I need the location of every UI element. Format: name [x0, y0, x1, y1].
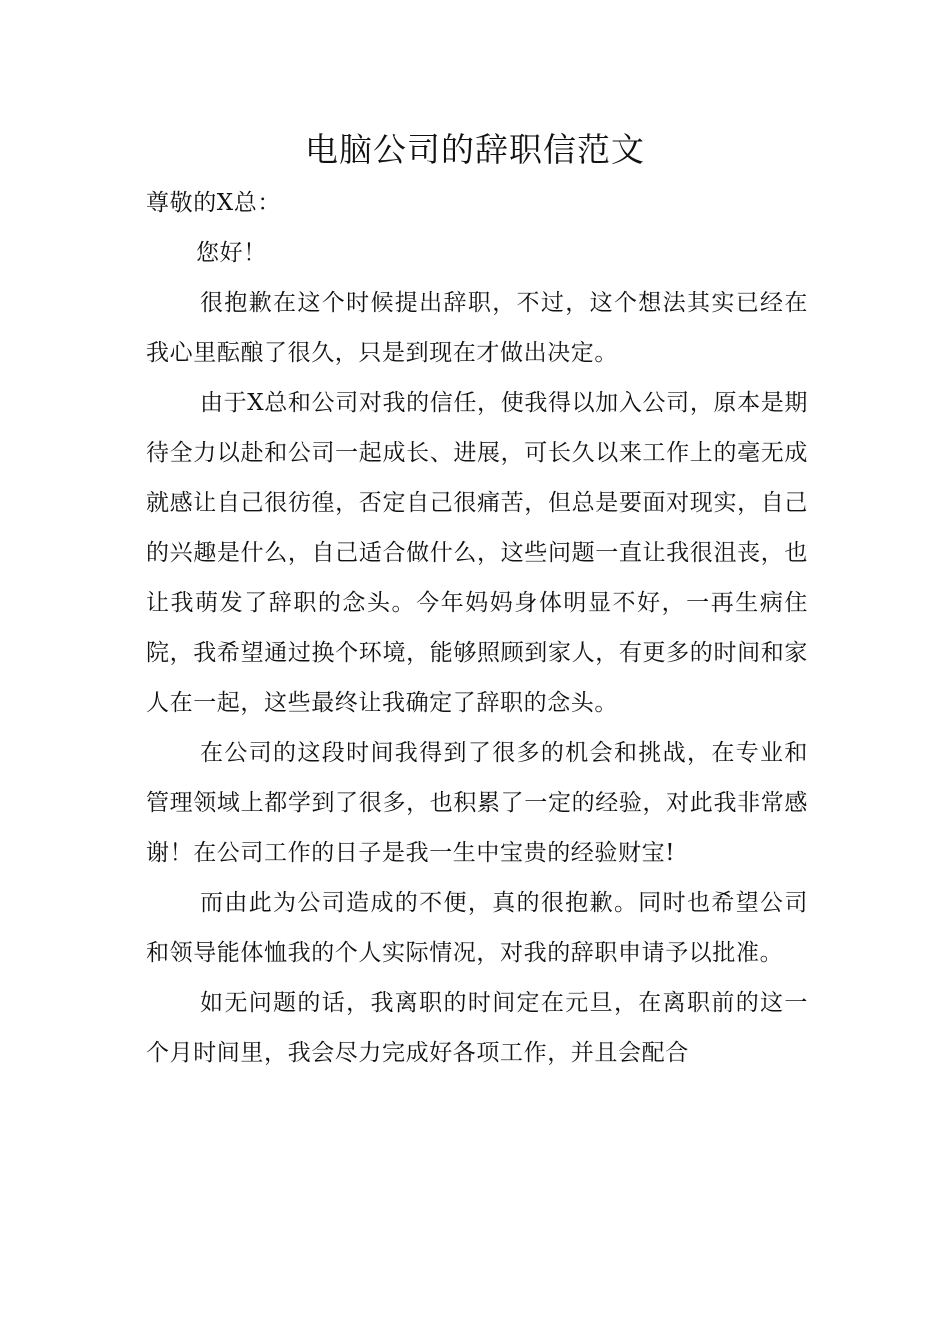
- paragraph-4: 而由此为公司造成的不便，真的很抱歉。同时也希望公司和领导能体恤我的个人实际情况，对我的辞职申请予以批准。: [146, 890, 808, 966]
- greeting: 您好！: [196, 240, 267, 266]
- letter-body: [146, 178, 808, 1078]
- paragraph-5: 如无问题的话，我离职的时间定在元旦，在离职前的这一个月时间里，我会尽力完成好各项工作，并且会配合: [146, 990, 808, 1066]
- paragraph-1: 很抱歉在这个时候提出辞职，不过，这个想法其实已经在我心里酝酿了很久，只是到现在才做出决定。: [146, 290, 808, 366]
- document-title: 电脑公司的辞职信范文: [305, 130, 645, 169]
- salutation: 尊敬的X总：: [146, 190, 281, 216]
- paragraph-2: 由于X总和公司对我的信任，使我得以加入公司，原本是期待全力以赴和公司一起成长、进展，可长久以来工作上的毫无成就感让自己很彷徨，否定自己很痛苦，但总是要面对现实，自己的兴趣是什么，自己适合做什么，这些问题一直让我很沮丧，也让我萌发了辞职的念头。今年妈妈身体明显不好，一再生病住院，我希望通过换个环境，能够照顾到家人，有更多的时间和家人在一起，这些最终让我确定了辞职的念头。: [146, 390, 808, 716]
- paragraph-3: 在公司的这段时间我得到了很多的机会和挑战，在专业和管理领域上都学到了很多，也积累了一定的经验，对此我非常感谢！在公司工作的日子是我一生中宝贵的经验财宝!: [146, 740, 808, 866]
